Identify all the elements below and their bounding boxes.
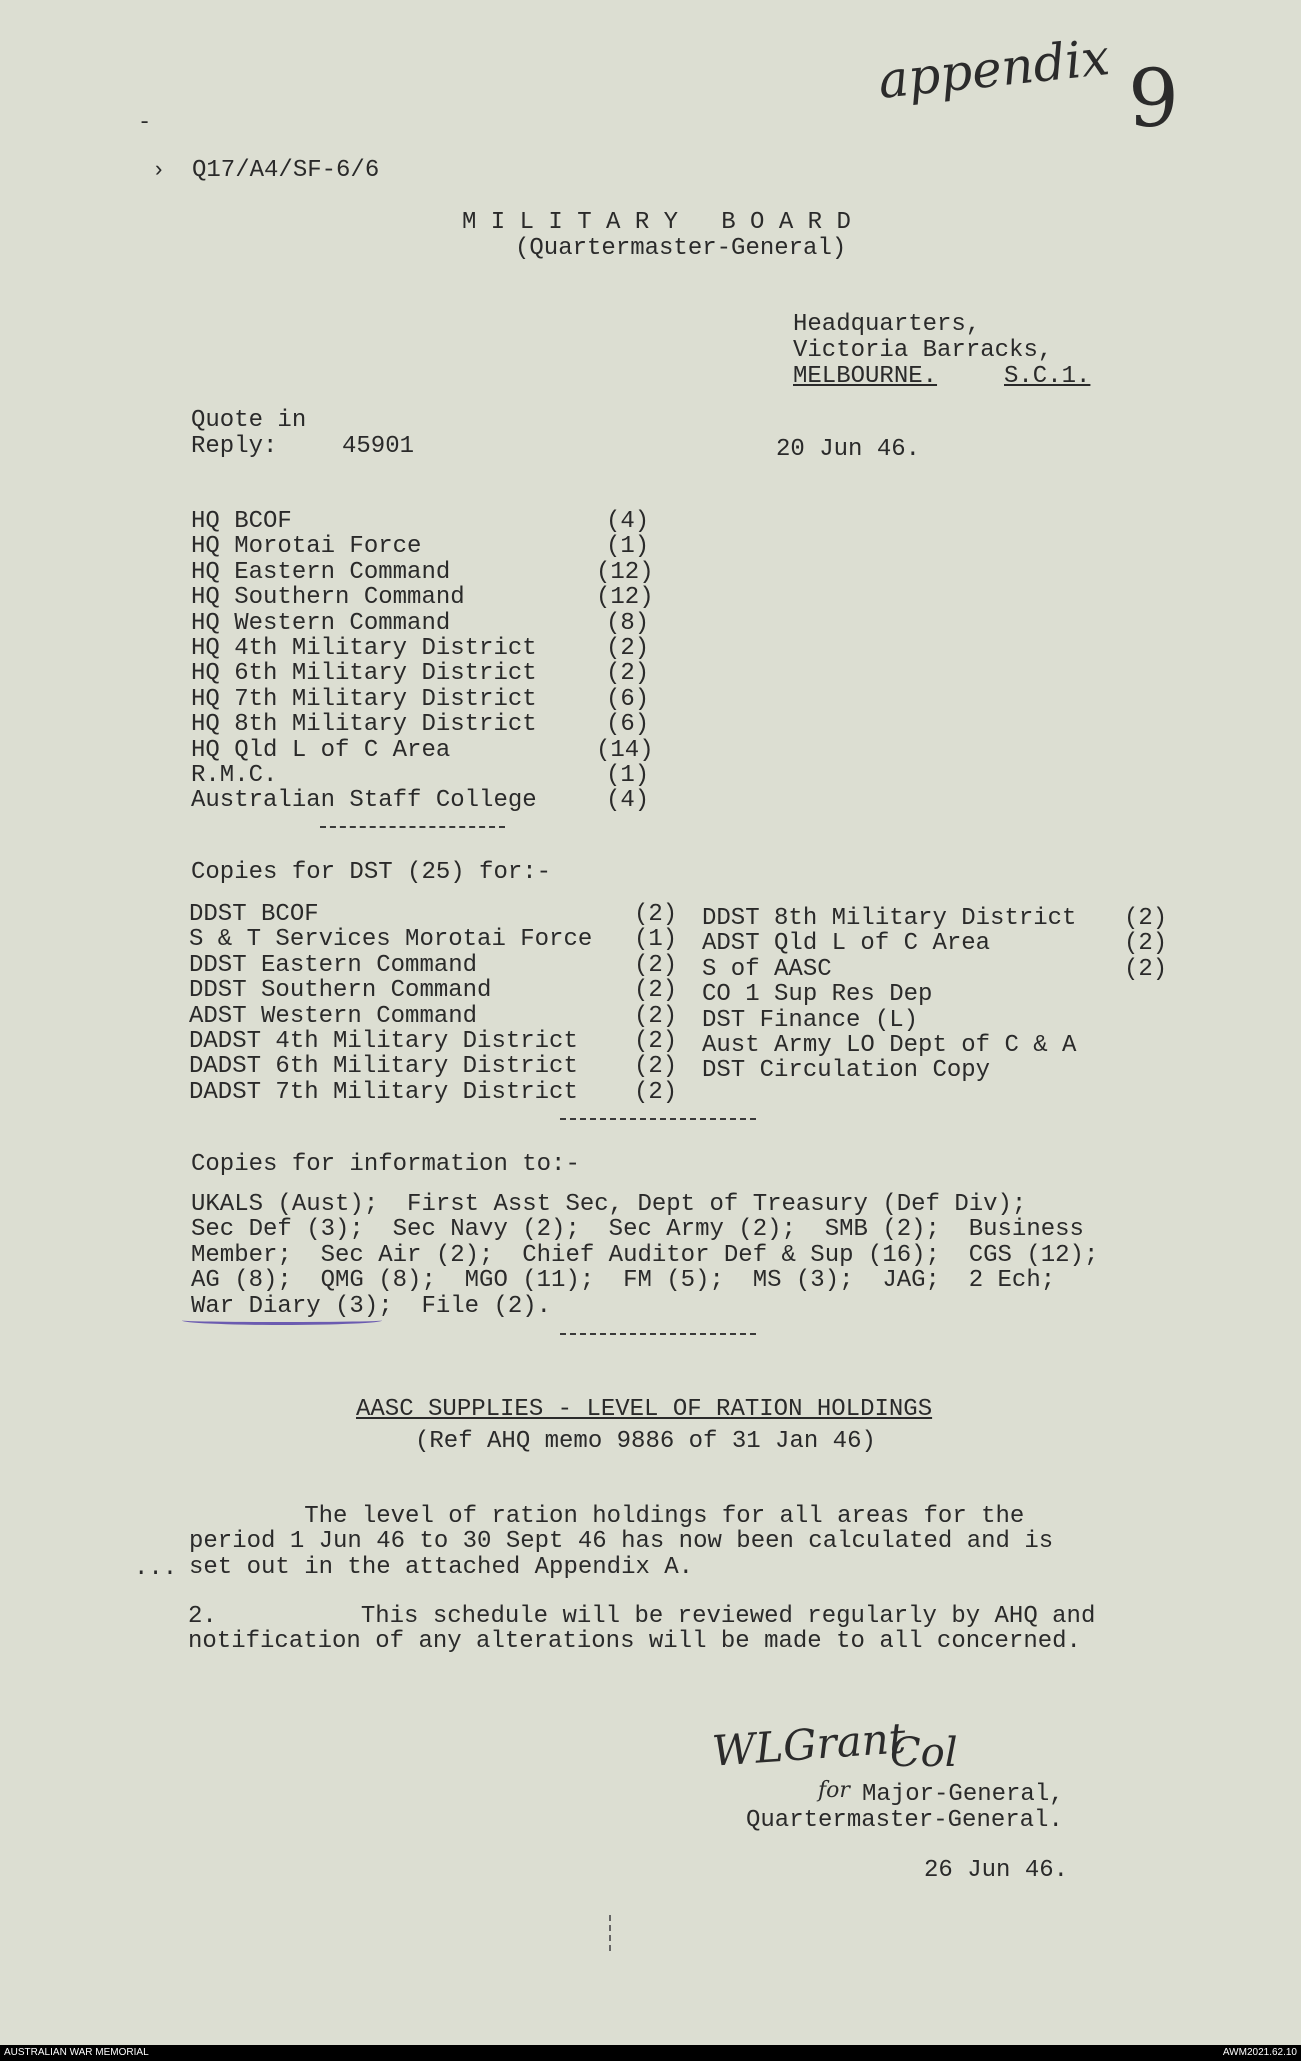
address-line: Victoria Barracks, bbox=[793, 337, 1053, 364]
list-item: HQ 8th Military District (6) bbox=[191, 711, 650, 739]
list-item: HQ Southern Command (12) bbox=[191, 584, 654, 612]
pen-underline bbox=[182, 1316, 382, 1325]
list-item: DDST Southern Command (2) bbox=[189, 977, 678, 1005]
text-line: set out in the attached Appendix A. bbox=[189, 1553, 694, 1581]
list-item: DADST 4th Military District (2) bbox=[189, 1027, 678, 1055]
list-item: HQ Western Command (8) bbox=[191, 609, 650, 637]
info-list bbox=[191, 1192, 1141, 1319]
list-item: DADST 7th Military District (2) bbox=[189, 1078, 678, 1106]
document-date: 20 Jun 46. bbox=[776, 436, 921, 463]
signature-date: 26 Jun 46. bbox=[924, 1857, 1069, 1884]
punch-mark: ‐ bbox=[138, 110, 152, 135]
list-item: DDST BCOF (2) bbox=[189, 901, 678, 928]
list-item: S & T Services Morotai Force (1) bbox=[189, 926, 678, 954]
quote-label: Quote in bbox=[191, 407, 307, 434]
info-line: AG (8); QMG (8); MGO (11); FM (5); MS (3); JAG; 2 Ech; bbox=[191, 1267, 1056, 1295]
text-line: period 1 Jun 46 to 30 Sept 46 has now been calculated and is bbox=[189, 1528, 1054, 1556]
paragraph-1 bbox=[189, 1504, 1129, 1580]
paragraph-2 bbox=[188, 1604, 1138, 1655]
letterhead-subtitle: (Quartermaster-General) bbox=[515, 235, 847, 262]
list-item: Aust Army LO Dept of C & A bbox=[702, 1031, 1077, 1059]
info-line: UKALS (Aust); First Asst Sec, Dept of Treasury (Def Div); bbox=[191, 1191, 1027, 1218]
text-line: notification of any alterations will be made to all concerned. bbox=[188, 1628, 1081, 1656]
info-line: Sec Def (3); Sec Navy (2); Sec Army (2); SMB (2); Business bbox=[191, 1216, 1084, 1244]
signature: WLGrant bbox=[710, 1713, 908, 1776]
quote-number: 45901 bbox=[342, 433, 415, 460]
list-item: HQ 4th Military District (2) bbox=[191, 634, 650, 662]
margin-dots: ... bbox=[134, 1555, 178, 1582]
list-item: DADST 6th Military District (2) bbox=[189, 1053, 678, 1081]
address-city: MELBOURNE. bbox=[793, 363, 938, 390]
footer-credit: AUSTRALIAN WAR MEMORIAL bbox=[4, 2047, 149, 2058]
info-heading: Copies for information to:- bbox=[191, 1151, 580, 1178]
signature-rank: Col bbox=[890, 1730, 958, 1776]
info-line: War Diary (3); File (2). bbox=[191, 1292, 552, 1320]
signature-title: Quartermaster-General. bbox=[746, 1807, 1063, 1834]
list-item: HQ 7th Military District (6) bbox=[191, 685, 650, 713]
list-item: Australian Staff College (4) bbox=[191, 787, 650, 815]
list-item: HQ Eastern Command (12) bbox=[191, 558, 654, 586]
list-item: HQ Qld L of C Area (14) bbox=[191, 736, 654, 764]
list-item: R.M.C. (1) bbox=[191, 761, 650, 789]
dst-list-left bbox=[189, 901, 678, 1106]
list-item: ADST Western Command (2) bbox=[189, 1002, 678, 1030]
file-reference: Q17/A4/SF-6/6 bbox=[192, 157, 380, 184]
handwritten-number: 9 bbox=[1128, 52, 1179, 145]
address-line: Headquarters, bbox=[793, 311, 981, 338]
letterhead-title: M I L I T A R Y B O A R D bbox=[462, 209, 851, 236]
dst-list-right bbox=[702, 906, 1172, 1084]
margin-mark bbox=[609, 1915, 613, 1951]
text-line: The level of ration holdings for all areas for the bbox=[189, 1503, 1025, 1530]
list-item: S of AASC (2) bbox=[702, 955, 1168, 983]
list-item: DDST Eastern Command (2) bbox=[189, 951, 678, 979]
signature-for: for bbox=[818, 1778, 850, 1803]
distribution-list bbox=[191, 509, 661, 814]
quote-label: Reply: bbox=[191, 433, 278, 460]
list-item: DST Finance (L) bbox=[702, 1006, 919, 1034]
handwritten-appendix: appendix bbox=[875, 28, 1113, 110]
subject-reference: (Ref AHQ memo 9886 of 31 Jan 46) bbox=[415, 1428, 876, 1455]
address-postcode: S.C.1. bbox=[1004, 363, 1091, 390]
list-item: DST Circulation Copy bbox=[702, 1057, 991, 1085]
punch-mark: › bbox=[152, 158, 166, 183]
info-line: Member; Sec Air (2); Chief Auditor Def & Sup (16); CGS (12); bbox=[191, 1241, 1099, 1269]
divider bbox=[560, 1333, 756, 1335]
subject-title: AASC SUPPLIES - LEVEL OF RATION HOLDINGS bbox=[356, 1396, 933, 1423]
list-item: HQ 6th Military District (2) bbox=[191, 660, 650, 688]
footer-accession: AWM2021.62.10 bbox=[1222, 2047, 1297, 2058]
list-item: HQ Morotai Force (1) bbox=[191, 533, 650, 561]
text-line: 2. This schedule will be reviewed regularly by AHQ and bbox=[188, 1603, 1096, 1630]
list-item: CO 1 Sup Res Dep bbox=[702, 981, 933, 1009]
signature-title: Major-General, bbox=[862, 1781, 1064, 1808]
list-item: HQ BCOF (4) bbox=[191, 508, 650, 535]
list-item: ADST Qld L of C Area (2) bbox=[702, 930, 1168, 958]
list-item: DDST 8th Military District (2) bbox=[702, 905, 1168, 932]
divider bbox=[320, 826, 505, 828]
footer-bar bbox=[0, 2045, 1301, 2061]
divider bbox=[560, 1118, 756, 1120]
dst-heading: Copies for DST (25) for:- bbox=[191, 859, 552, 886]
